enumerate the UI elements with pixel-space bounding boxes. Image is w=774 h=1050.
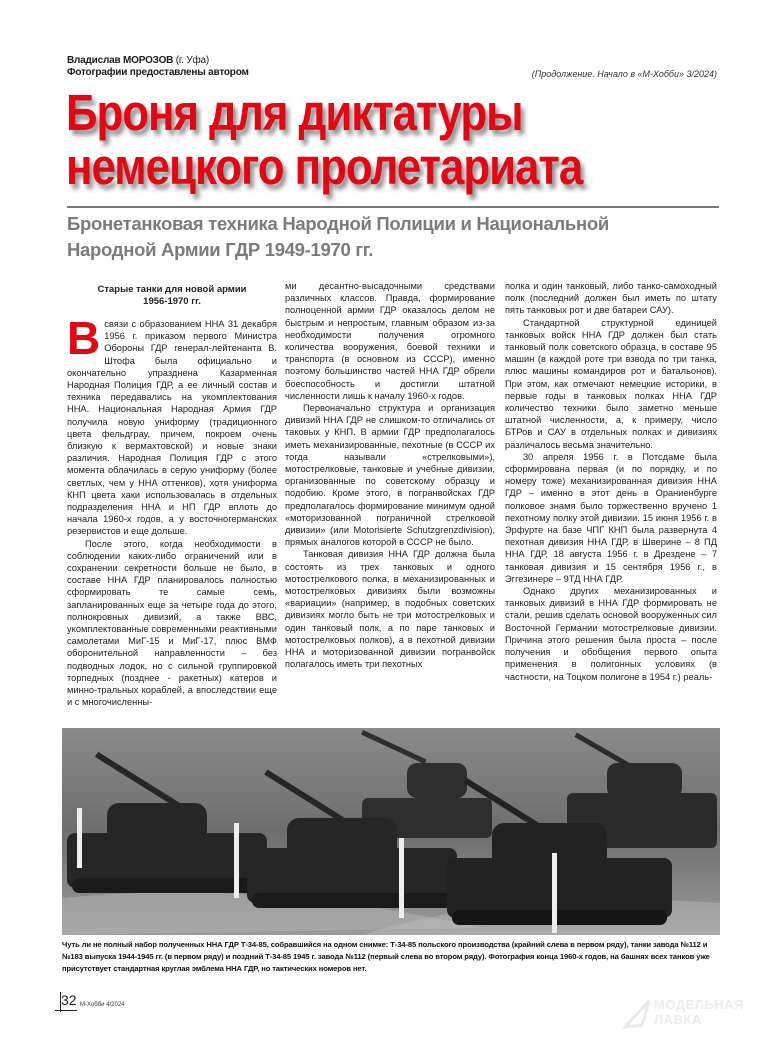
continuation-note: (Продолжение. Начало в «М-Хобби» 3/2024) bbox=[531, 69, 717, 79]
paragraph: связи с образованием ННА 31 декабря 1956 г. приказом первого Министра Обороны ГДР генерал-лейтенанта В. Штофа была официально и окончательно упразднена Казарменная Народная Полиция ГДР, а ее личный состав и техника передавались на укомплектования ННА. Национальная Народная Армия ГДР получила новую униформу (традиционного цвета фельдграу, причем, покроем очень близкую к вермахтовской) и новые знаки различия. Народная Полиция ГДР с этого момента облачилась в серую униформу (более светлых, чем у ННА оттенков), хотя униформа КНП цвета хаки использовалась в отдельных подразделения ННА и НП ГДР вплоть до начала 1960-х годов, а у восточногерманских резервистов и еще дольше. bbox=[67, 319, 277, 537]
paragraph: ми десантно-высадочными средствами различных классов. Правда, формирование полноценной армии ГДР оказалось делом не быстрым и непростым, главным образом из-за необходимости получения огромного количества вооружения, боевой техники и транспорта (в основном из СССР), именно поэтому большинство частей ННА ГДР обрели боеспособность и достигли штатной численности лишь к началу 1960-х годов. bbox=[285, 281, 495, 401]
paragraph: После этого, когда необходимости в соблюдении каких-либо ограничений или в сохранении секретности больше не было, в составе ННА ГДР планировалось полностью сформировать те самые семь, запланированных еще за четыре года до этого, полнокровных дивизий, а также ВВС, укомплектованные современными реактивными самолетами МиГ-15 и МиГ-17, плюс ВМФ оборонительной направленности – без подводных лодок, но с сильной группировкой торпедных (позднее - ракетных) катеров и минно-тральных кораблей, а впоследствии еще и с многочисленны- bbox=[67, 538, 277, 708]
page-number: 32 bbox=[61, 992, 77, 1008]
author-name: Владислав МОРОЗОВ bbox=[67, 55, 174, 66]
title-line-2: немецкого пролетариата bbox=[66, 138, 583, 195]
paragraph: 30 апреля 1956 г. в Потсдаме была сформирована первая (и по порядку, и по номеру тоже) механизированная дивизия ННА ГДР – именно в этот день в Ораниенбурге полковое знамя было торжественно вручено 1 пехотному полку этой дивизии. 15 июня 1956 г. в Эрфурте на базе ЧПГ КНП была развернута 4 пехотная дивизия ННА ГДР, в Шверине – 8 ПД ННА ГДР, 18 августа 1956 г. в Дрездене – 7 танковая дивизия и 15 сентября 1956 г., в Эггезинере – 9ТД ННА ГДР. bbox=[505, 451, 717, 584]
paragraph: Однако других механизированных и танковых дивизий в ННА ГДР формировать не стали, решив сделать основой вооруженных сил Восточной Германии мотострелковые дивизии. Причина этого решения была проста – после получения и обобщения первого опыта применения в полигонных условиях (в частности, на Тоцком полигоне в 1954 г.) реаль- bbox=[505, 586, 717, 682]
paragraph: Стандартной структурной единицей танковых войск ННА ГДР должен был стать танковый полк советского образца, в составе 95 машин (в каждой роте три взвода по три танка, плюс машины командиров рот и батальонов). При этом, как отмечают немецкие историки, в первые годы в танковых полках ННА ГДР количество техники было заметно меньше штатной численности, а, к примеру, число БТРов и САУ в отдельных полках и дивизиях различалось весьма значительно. bbox=[505, 317, 717, 450]
paragraph: полка и один танковый, либо танко-самоходный полк (последний должен был иметь по штату пять танковых рот и две батареи САУ). bbox=[505, 281, 717, 316]
section-heading bbox=[67, 284, 277, 308]
drop-cap: В bbox=[67, 312, 101, 364]
tank-photo bbox=[62, 728, 720, 935]
watermark-line-1: МОДЕЛЬНАЯ bbox=[654, 997, 744, 1012]
article-title bbox=[66, 86, 634, 194]
subtitle-line-1: Бронетанковая техника Народной Полиции и Национальной bbox=[67, 213, 609, 234]
tank-photo-illustration bbox=[62, 728, 720, 935]
magazine-issue: М-Хобби 4/2024 bbox=[80, 1002, 125, 1008]
photos-credit: Фотографии предоставлены автором bbox=[67, 67, 249, 78]
title-divider bbox=[67, 206, 719, 208]
watermark-text bbox=[654, 997, 744, 1027]
author-city: (г. Уфа) bbox=[173, 55, 209, 66]
section-heading-line-1: Старые танки для новой армии bbox=[97, 284, 247, 295]
column-3 bbox=[505, 280, 717, 683]
title-line-1: Броня для диктатуры bbox=[66, 84, 523, 141]
author-line bbox=[67, 55, 209, 66]
article-subtitle bbox=[67, 211, 727, 263]
watermark-logo-icon bbox=[622, 997, 652, 1031]
folio-horizontal-rule bbox=[55, 1010, 77, 1011]
paragraph: Первоначально структура и организация дивизий ННА ГДР не слишком-то отличались от таковых у КНП. В армии ГДР предполагалось иметь механизированные, пехотные (в СССР их тогда называли «стрелковыми»), мотострелковые, танковые и учебные дивизии, организованные по советскому образцу и подобию. Кроме этого, в погранвойсках ГДР предполагалось формирование минимум одной «моторизованной пограничной стрелковой дивизии» (или Motorisierte Schutzgrenzdivision), прямых аналогов которой в СССР не было. bbox=[285, 403, 495, 548]
photo-caption: Чуть ли не полный набор полученных ННА ГДР Т-34-85, собравшийся на одном снимке: Т-34-85 польского производства (крайний слева в первом ряду), танки завода №112 и №183 выпуска 1944-1945 гг. (в первом ряду) и поздний Т-34-85 1945 г. завода №112 (первый слева во втором ряду). Фотография конца 1960-х годов, на башнях всех танков уже присутствует стандартная круглая эмблема ННА ГДР, но тактических номеров нет. bbox=[62, 940, 710, 973]
paragraph: Танковая дивизия ННА ГДР должна была состоять из трех танковых и одного мотострелкового полка, в механизированных и мотострелковых дивизиях были возможны «вариации» (например, в подобных советских дивизиях могло быть не три мотострелковых и один танковый полк, а по паре танковых и мотострелковых полков), а в пехотной дивизии ННА и моторизованной дивизии погранвойск полагалось иметь три пехотных bbox=[285, 549, 495, 670]
column-1 bbox=[67, 280, 277, 709]
column-2 bbox=[285, 280, 495, 671]
watermark-line-2: ЛАВКА bbox=[654, 1012, 702, 1027]
section-heading-line-2: 1956-1970 гг. bbox=[143, 296, 201, 307]
subtitle-line-2: Народной Армии ГДР 1949-1970 гг. bbox=[67, 239, 374, 260]
watermark bbox=[622, 995, 772, 1040]
